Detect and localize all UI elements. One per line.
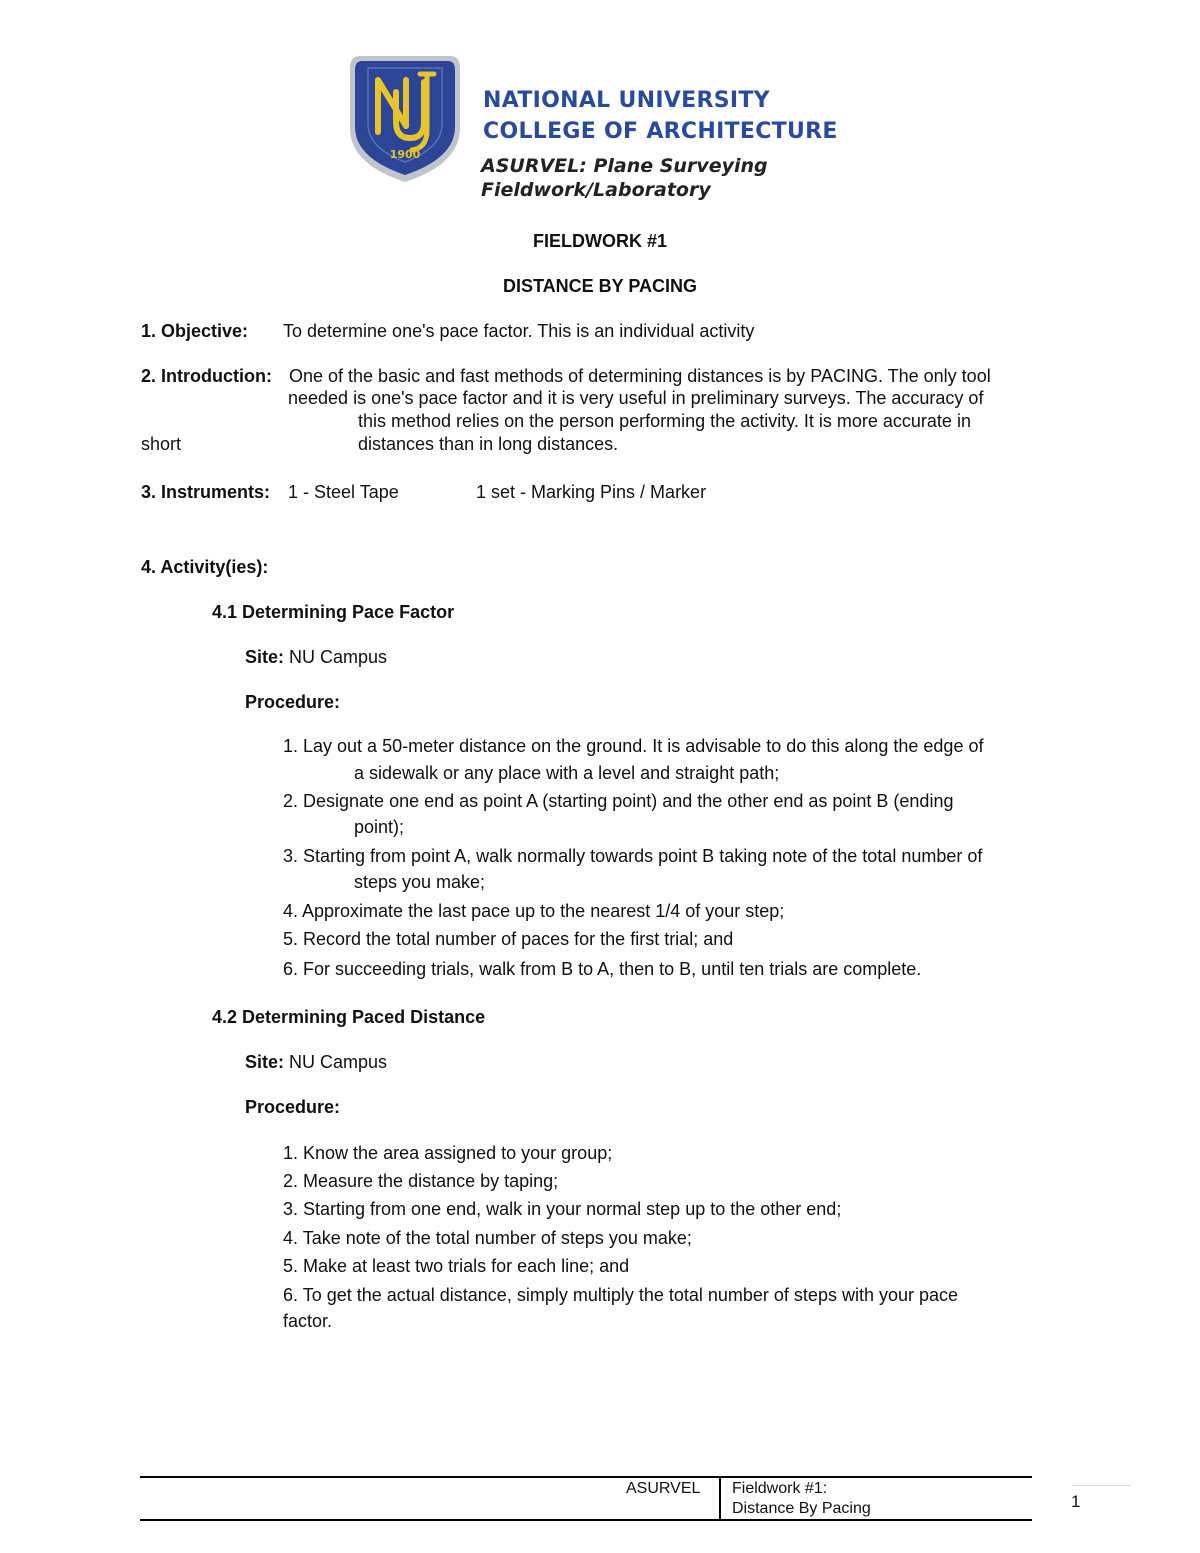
site-line: [245, 1051, 387, 1073]
document-subtitle: DISTANCE BY PACING: [502, 276, 698, 296]
procedure-step: 5. Record the total number of paces for the first trial; and: [283, 929, 734, 949]
footer-top-rule: [140, 1476, 1032, 1478]
site-value: NU Campus: [289, 647, 388, 667]
site-label: Site:: [245, 647, 285, 667]
site-line: [245, 646, 387, 668]
introduction-line: this method relies on the person performing the activity. It is more accurate in: [358, 411, 971, 431]
procedure-step: 3. Starting from point A, walk normally towards point B taking note of the total number of: [283, 846, 983, 866]
introduction-line: One of the basic and fast methods of determining distances is by PACING. The only tool: [289, 366, 991, 386]
introduction-line: short: [141, 434, 182, 454]
document-title: FIELDWORK #1: [532, 231, 667, 251]
university-seal-logo: [348, 52, 462, 184]
objective-label: 1. Objective:: [141, 321, 249, 341]
activities-label: 4. Activity(ies):: [141, 557, 269, 577]
procedure-step: 4. Approximate the last pace up to the nearest 1/4 of your step;: [283, 901, 785, 921]
footer-title-line: Fieldwork #1:: [732, 1480, 828, 1497]
site-label: Site:: [245, 1052, 285, 1072]
university-name: NATIONAL UNIVERSITY: [483, 88, 770, 113]
footer-title-line: Distance By Pacing: [732, 1500, 871, 1517]
instrument-item: 1 set - Marking Pins / Marker: [476, 482, 707, 502]
procedure-step: 2. Designate one end as point A (starting point) and the other end as point B (ending: [283, 791, 954, 811]
procedure-step: point);: [354, 817, 405, 837]
page-number: 1: [1071, 1492, 1081, 1511]
procedure-step: a sidewalk or any place with a level and straight path;: [354, 763, 780, 783]
activity-heading: 4.2 Determining Paced Distance: [212, 1007, 486, 1027]
procedure-step: 4. Take note of the total number of steps you make;: [283, 1228, 692, 1248]
procedure-step: factor.: [283, 1311, 333, 1331]
page-number-rule: [1072, 1485, 1130, 1486]
introduction-line: needed is one's pace factor and it is very useful in preliminary surveys. The accuracy of: [288, 388, 984, 408]
seal-year-text: 1900: [389, 148, 421, 161]
objective-text: To determine one's pace factor. This is an individual activity: [283, 321, 755, 341]
footer-divider: [719, 1478, 721, 1520]
footer-course-code: ASURVEL: [626, 1480, 701, 1497]
procedure-step: 2. Measure the distance by taping;: [283, 1171, 559, 1191]
procedure-step: 5. Make at least two trials for each line; and: [283, 1256, 630, 1276]
site-value: NU Campus: [289, 1052, 388, 1072]
procedure-step: 1. Lay out a 50-meter distance on the ground. It is advisable to do this along the edge of: [283, 736, 984, 756]
procedure-step: steps you make;: [354, 872, 486, 892]
footer-bottom-rule: [140, 1519, 1032, 1521]
procedure-label: Procedure:: [245, 692, 341, 712]
procedure-step: 6. For succeeding trials, walk from B to A, then to B, until ten trials are complete.: [283, 959, 922, 979]
college-name: COLLEGE OF ARCHITECTURE: [483, 119, 838, 144]
instrument-item: 1 - Steel Tape: [288, 482, 399, 502]
course-subtitle: Fieldwork/Laboratory: [481, 179, 711, 201]
procedure-step: 1. Know the area assigned to your group;: [283, 1143, 613, 1163]
procedure-step: 3. Starting from one end, walk in your normal step up to the other end;: [283, 1199, 842, 1219]
course-title: ASURVEL: Plane Surveying: [481, 155, 768, 177]
procedure-step: 6. To get the actual distance, simply multiply the total number of steps with your pace: [283, 1285, 959, 1305]
introduction-line: distances than in long distances.: [358, 434, 619, 454]
instruments-label: 3. Instruments:: [141, 482, 271, 502]
introduction-label: 2. Introduction:: [141, 366, 272, 386]
procedure-label: Procedure:: [245, 1097, 341, 1117]
activity-heading: 4.1 Determining Pace Factor: [212, 602, 455, 622]
